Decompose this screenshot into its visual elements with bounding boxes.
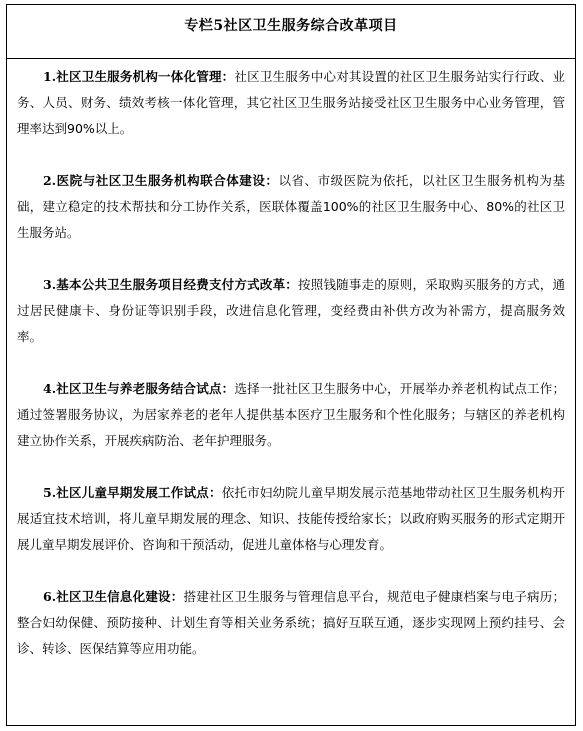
project-item-4 bbox=[17, 376, 565, 454]
project-item-heading: 3.基本公共卫生服务项目经费支付方式改革： bbox=[43, 277, 299, 292]
project-item-body: 以省、市级医院为依托，以社区卫生服务机构为基础，建立稳定的技术帮扶和分工协作关系，医联体覆盖100%的社区卫生服务中心、80%的社区卫生服务站。 bbox=[17, 173, 565, 240]
project-item-body: 搭建社区卫生服务与管理信息平台，规范电子健康档案与电子病历；整合妇幼保健、预防接种、计划生育等相关业务系统；搞好互联互通，逐步实现网上预约挂号、会诊、转诊、医保结算等应用功能。 bbox=[17, 589, 565, 656]
project-item-body: 选择一批社区卫生服务中心，开展举办养老机构试点工作；通过签署服务协议，为居家养老的老年人提供基本医疗卫生服务和个性化服务；与辖区的养老机构建立协作关系，开展疾病防治、老年护理服务。 bbox=[17, 381, 565, 448]
project-item-heading: 2.医院与社区卫生服务机构联合体建设： bbox=[43, 173, 279, 188]
project-item-heading: 5.社区儿童早期发展工作试点： bbox=[43, 485, 222, 500]
document-box bbox=[6, 4, 576, 726]
project-item-body: 社区卫生服务中心对其设置的社区卫生服务站实行行政、业务、人员、财务、绩效考核一体化管理，其它社区卫生服务站接受社区卫生服务中心业务管理，管理率达到90%以上。 bbox=[17, 69, 565, 136]
project-item-3 bbox=[17, 272, 565, 350]
content-area bbox=[7, 59, 575, 662]
project-item-heading: 4.社区卫生与养老服务结合试点： bbox=[43, 381, 235, 396]
project-item-body: 按照钱随事走的原则，采取购买服务的方式，通过居民健康卡、身份证等识别手段，改进信息化管理，变经费由补供方改为补需方，提高服务效率。 bbox=[17, 277, 565, 344]
project-item-1 bbox=[17, 64, 565, 142]
project-item-2 bbox=[17, 168, 565, 246]
project-item-heading: 1.社区卫生服务机构一体化管理： bbox=[43, 69, 235, 84]
project-item-5 bbox=[17, 480, 565, 558]
title-row bbox=[7, 5, 575, 59]
project-item-body: 依托市妇幼院儿童早期发展示范基地带动社区卫生服务机构开展适宜技术培训，将儿童早期发展的理念、知识、技能传授给家长；以政府购买服务的形式定期开展儿童早期发展评价、咨询和干预活动，促进儿童体格与心理发育。 bbox=[17, 485, 565, 552]
project-item-heading: 6.社区卫生信息化建设： bbox=[43, 589, 184, 604]
project-item-6 bbox=[17, 584, 565, 662]
page-title: 专栏5社区卫生服务综合改革项目 bbox=[184, 18, 398, 34]
